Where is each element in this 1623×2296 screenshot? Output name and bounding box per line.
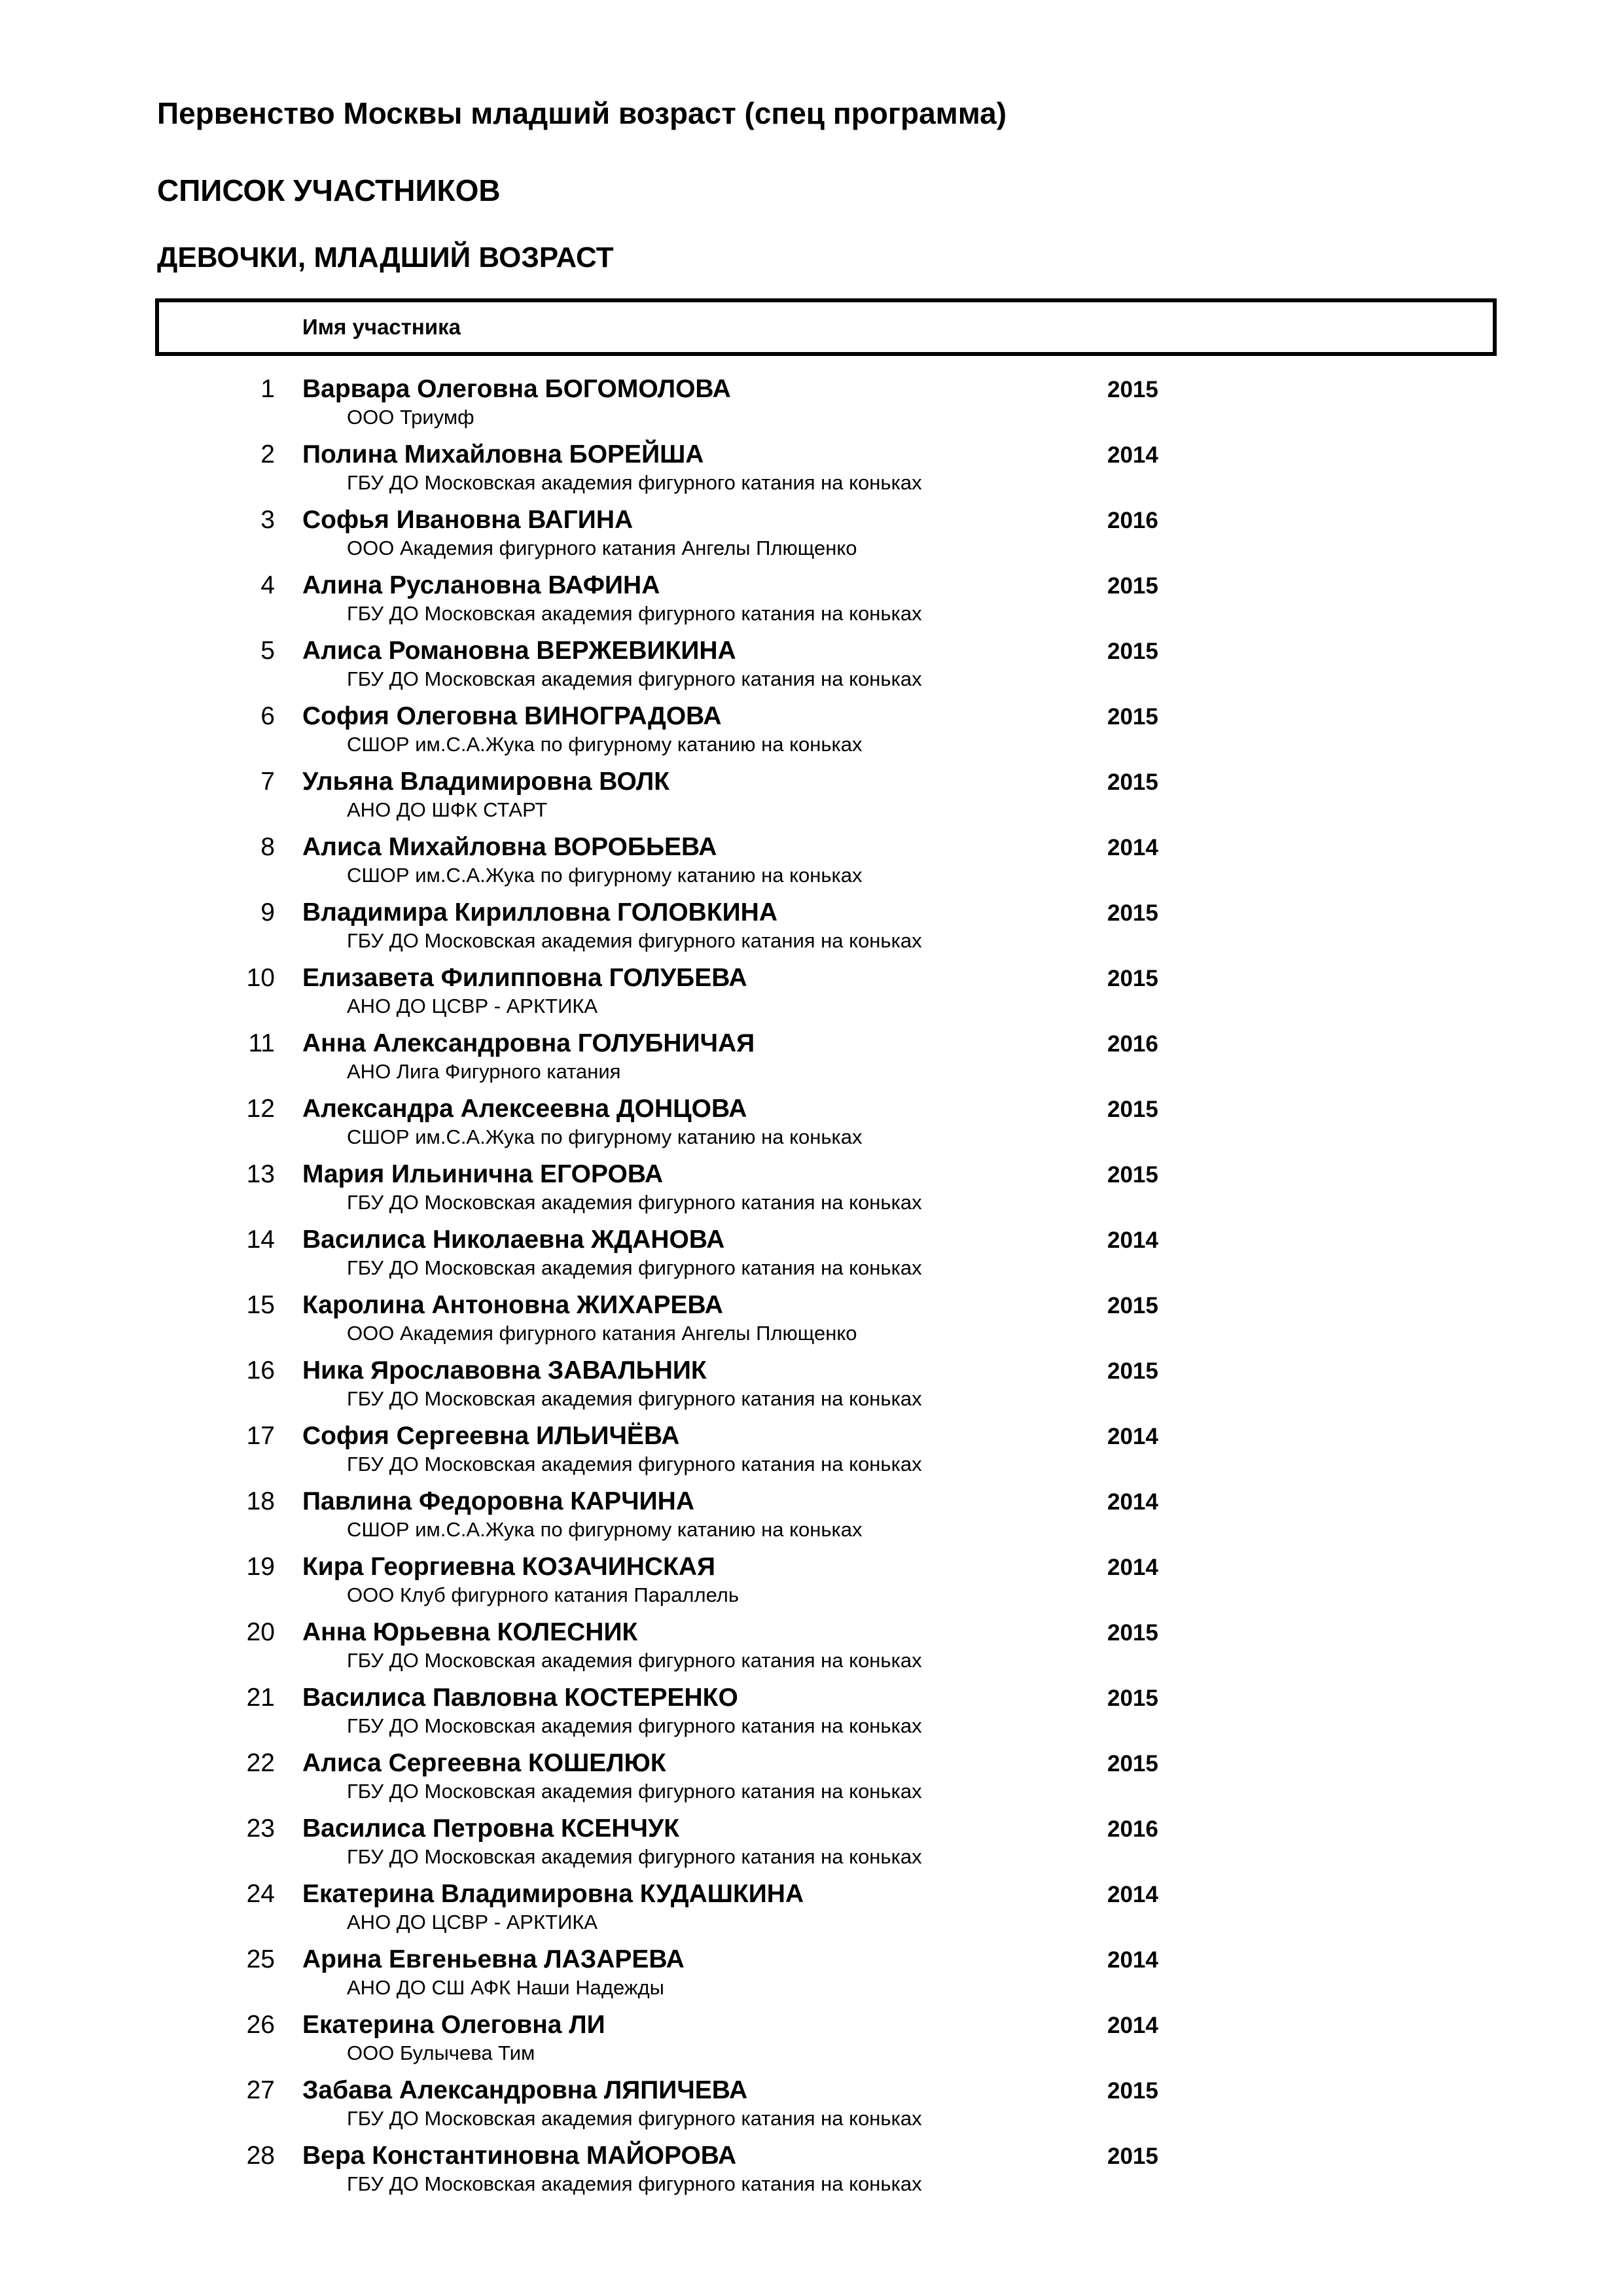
participant-number: 14	[246, 1226, 275, 1254]
participant-birth-year: 2014	[1107, 1424, 1158, 1449]
participant-row	[0, 1021, 1623, 1086]
participant-name: Екатерина Владимировна КУДАШКИНА	[302, 1880, 804, 1908]
participant-number: 27	[246, 2076, 275, 2104]
table-header-box	[155, 298, 1497, 356]
participant-birth-year: 2015	[1107, 1162, 1158, 1188]
participant-number: 3	[260, 506, 275, 534]
participant-club: АНО ДО СШ АФК Наши Надежды	[347, 1976, 664, 1999]
participant-name: Анна Александровна ГОЛУБНИЧАЯ	[302, 1029, 755, 1057]
participant-row	[0, 1544, 1623, 1610]
participant-birth-year: 2014	[1107, 1555, 1158, 1580]
participant-birth-year: 2015	[1107, 900, 1158, 926]
participant-number: 18	[246, 1487, 275, 1515]
participant-club: ГБУ ДО Московская академия фигурного катания на коньках	[347, 1714, 922, 1737]
participant-name: Павлина Федоровна КАРЧИНА	[302, 1487, 695, 1515]
participant-club: ГБУ ДО Московская академия фигурного катания на коньках	[347, 2107, 922, 2130]
participant-name: Алиса Сергеевна КОШЕЛЮК	[302, 1749, 666, 1777]
participant-row	[0, 628, 1623, 694]
participant-number: 8	[260, 833, 275, 861]
participant-birth-year: 2014	[1107, 835, 1158, 860]
participant-club: ГБУ ДО Московская академия фигурного катания на коньках	[347, 1453, 922, 1475]
participant-row	[0, 1806, 1623, 1871]
participant-row	[0, 759, 1623, 824]
participant-number: 17	[246, 1422, 275, 1450]
participant-number: 1	[260, 375, 275, 403]
participant-number: 19	[246, 1553, 275, 1581]
participant-birth-year: 2014	[1107, 442, 1158, 468]
participant-name: Арина Евгеньевна ЛАЗАРЕВА	[302, 1945, 685, 1973]
participant-club: АНО Лига Фигурного катания	[347, 1060, 621, 1083]
participant-club: ГБУ ДО Московская академия фигурного катания на коньках	[347, 1845, 922, 1868]
participant-club: АНО ДО ЦСВР - АРКТИКА	[347, 995, 598, 1017]
participant-name: Анна Юрьевна КОЛЕСНИК	[302, 1618, 638, 1646]
participant-birth-year: 2015	[1107, 966, 1158, 991]
participant-name: Каролина Антоновна ЖИХАРЕВА	[302, 1291, 723, 1319]
participant-name: Владимира Кирилловна ГОЛОВКИНА	[302, 898, 778, 927]
participant-birth-year: 2016	[1107, 1031, 1158, 1057]
participant-name: Екатерина Олеговна ЛИ	[302, 2011, 605, 2039]
participant-row	[0, 1413, 1623, 1479]
participant-club: ГБУ ДО Московская академия фигурного катания на коньках	[347, 1780, 922, 1803]
participant-name: Алина Руслановна ВАФИНА	[302, 571, 660, 599]
participant-name: Кира Георгиевна КОЗАЧИНСКАЯ	[302, 1553, 716, 1581]
participant-row	[0, 1282, 1623, 1348]
participant-birth-year: 2015	[1107, 1293, 1158, 1318]
participant-birth-year: 2015	[1107, 1620, 1158, 1646]
participant-name: Алиса Михайловна ВОРОБЬЕВА	[302, 833, 717, 861]
participant-birth-year: 2015	[1107, 639, 1158, 664]
participant-name: Елизавета Филипповна ГОЛУБЕВА	[302, 964, 747, 992]
participant-club: ГБУ ДО Московская академия фигурного катания на коньках	[347, 1649, 922, 1672]
participant-row	[0, 1740, 1623, 1806]
participant-number: 28	[246, 2142, 275, 2170]
participants-list-heading: СПИСОК УЧАСТНИКОВ	[157, 173, 501, 207]
participant-row	[0, 890, 1623, 955]
category-subheading: ДЕВОЧКИ, МЛАДШИЙ ВОЗРАСТ	[157, 241, 614, 274]
participant-row	[0, 1610, 1623, 1675]
participant-number: 26	[246, 2011, 275, 2039]
participant-birth-year: 2015	[1107, 1358, 1158, 1384]
participant-birth-year: 2014	[1107, 1227, 1158, 1253]
participant-club: ООО Триумф	[347, 406, 474, 429]
participant-birth-year: 2015	[1107, 769, 1158, 795]
participant-row	[0, 1348, 1623, 1413]
participant-number: 2	[260, 440, 275, 468]
participant-row	[0, 497, 1623, 563]
participant-name-column-header: Имя участника	[302, 315, 461, 339]
participant-birth-year: 2014	[1107, 1489, 1158, 1515]
participant-row	[0, 432, 1623, 497]
participant-club: ГБУ ДО Московская академия фигурного катания на коньках	[347, 1256, 922, 1279]
participant-row	[0, 1217, 1623, 1282]
participant-name: Полина Михайловна БОРЕЙША	[302, 440, 704, 468]
participant-club: ГБУ ДО Московская академия фигурного катания на коньках	[347, 929, 922, 952]
participant-number: 12	[246, 1095, 275, 1123]
participant-birth-year: 2015	[1107, 704, 1158, 730]
participant-name: Ульяна Владимировна ВОЛК	[302, 768, 670, 796]
participant-name: Александра Алексеевна ДОНЦОВА	[302, 1095, 747, 1123]
participants-list	[0, 366, 1623, 2199]
participant-number: 25	[246, 1945, 275, 1973]
participant-birth-year: 2015	[1107, 1686, 1158, 1711]
participant-row	[0, 2002, 1623, 2068]
participant-number: 22	[246, 1749, 275, 1777]
participant-row	[0, 1152, 1623, 1217]
participant-number: 10	[246, 964, 275, 992]
participant-name: Ника Ярославовна ЗАВАЛЬНИК	[302, 1356, 707, 1385]
participant-number: 6	[260, 702, 275, 730]
participant-birth-year: 2015	[1107, 1751, 1158, 1776]
participant-row	[0, 824, 1623, 890]
participant-birth-year: 2014	[1107, 1947, 1158, 1973]
participant-row	[0, 1479, 1623, 1544]
participant-row	[0, 694, 1623, 759]
participant-name: Василиса Николаевна ЖДАНОВА	[302, 1226, 725, 1254]
participant-number: 21	[246, 1684, 275, 1712]
participant-club: СШОР им.С.А.Жука по фигурному катанию на коньках	[347, 733, 863, 756]
participant-number: 5	[260, 637, 275, 665]
participant-birth-year: 2016	[1107, 1816, 1158, 1842]
participant-number: 23	[246, 1814, 275, 1843]
participant-row	[0, 1937, 1623, 2002]
participant-birth-year: 2015	[1107, 573, 1158, 599]
participant-club: АНО ДО ЦСВР - АРКТИКА	[347, 1911, 598, 1934]
participant-birth-year: 2015	[1107, 2144, 1158, 2169]
participant-number: 9	[260, 898, 275, 927]
participant-row	[0, 1086, 1623, 1152]
participant-name: Софья Ивановна ВАГИНА	[302, 506, 633, 534]
participant-number: 13	[246, 1160, 275, 1188]
participant-row	[0, 1675, 1623, 1740]
participant-club: ГБУ ДО Московская академия фигурного катания на коньках	[347, 1191, 922, 1214]
participant-birth-year: 2016	[1107, 508, 1158, 533]
participant-club: СШОР им.С.А.Жука по фигурному катанию на коньках	[347, 864, 863, 887]
participant-number: 24	[246, 1880, 275, 1908]
participant-name: Варвара Олеговна БОГОМОЛОВА	[302, 375, 731, 403]
participant-club: ГБУ ДО Московская академия фигурного катания на коньках	[347, 1387, 922, 1410]
participant-name: Василиса Павловна КОСТЕРЕНКО	[302, 1684, 738, 1712]
participant-club: ГБУ ДО Московская академия фигурного катания на коньках	[347, 602, 922, 625]
participant-name: Забава Александровна ЛЯПИЧЕВА	[302, 2076, 748, 2104]
participant-club: СШОР им.С.А.Жука по фигурному катанию на коньках	[347, 1518, 863, 1541]
participant-birth-year: 2015	[1107, 377, 1158, 402]
participant-number: 20	[246, 1618, 275, 1646]
participant-club: ГБУ ДО Московская академия фигурного катания на коньках	[347, 667, 922, 690]
participant-club: ГБУ ДО Московская академия фигурного катания на коньках	[347, 471, 922, 494]
participant-number: 11	[248, 1029, 275, 1057]
participant-row	[0, 366, 1623, 432]
participant-birth-year: 2015	[1107, 2078, 1158, 2104]
participant-name: Мария Ильинична ЕГОРОВА	[302, 1160, 664, 1188]
participant-number: 16	[246, 1356, 275, 1385]
participant-number: 4	[260, 571, 275, 599]
participant-birth-year: 2015	[1107, 1097, 1158, 1122]
participant-club: СШОР им.С.А.Жука по фигурному катанию на коньках	[347, 1125, 863, 1148]
participant-club: АНО ДО ШФК СТАРТ	[347, 798, 548, 821]
participant-club: ООО Булычева Тим	[347, 2041, 535, 2064]
participant-club: ООО Клуб фигурного катания Параллель	[347, 1583, 740, 1606]
participant-name: Василиса Петровна КСЕНЧУК	[302, 1814, 680, 1843]
participant-club: ООО Академия фигурного катания Ангелы Плющенко	[347, 1322, 857, 1345]
participant-row	[0, 2133, 1623, 2199]
participant-name: Алиса Романовна ВЕРЖЕВИКИНА	[302, 637, 736, 665]
participant-number: 15	[246, 1291, 275, 1319]
participant-birth-year: 2014	[1107, 1882, 1158, 1907]
participant-name: Вера Константиновна МАЙОРОВА	[302, 2142, 737, 2170]
participant-birth-year: 2014	[1107, 2013, 1158, 2038]
participant-row	[0, 955, 1623, 1021]
participant-row	[0, 2068, 1623, 2133]
participant-club: ООО Академия фигурного катания Ангелы Плющенко	[347, 537, 857, 559]
participant-name: София Олеговна ВИНОГРАДОВА	[302, 702, 722, 730]
participant-name: София Сергеевна ИЛЬИЧЁВА	[302, 1422, 680, 1450]
document-title: Первенство Москвы младший возраст (спец программа)	[157, 96, 1007, 130]
participant-club: ГБУ ДО Московская академия фигурного катания на коньках	[347, 2172, 922, 2195]
participant-row	[0, 1871, 1623, 1937]
participant-number: 7	[260, 768, 275, 796]
participant-row	[0, 563, 1623, 628]
